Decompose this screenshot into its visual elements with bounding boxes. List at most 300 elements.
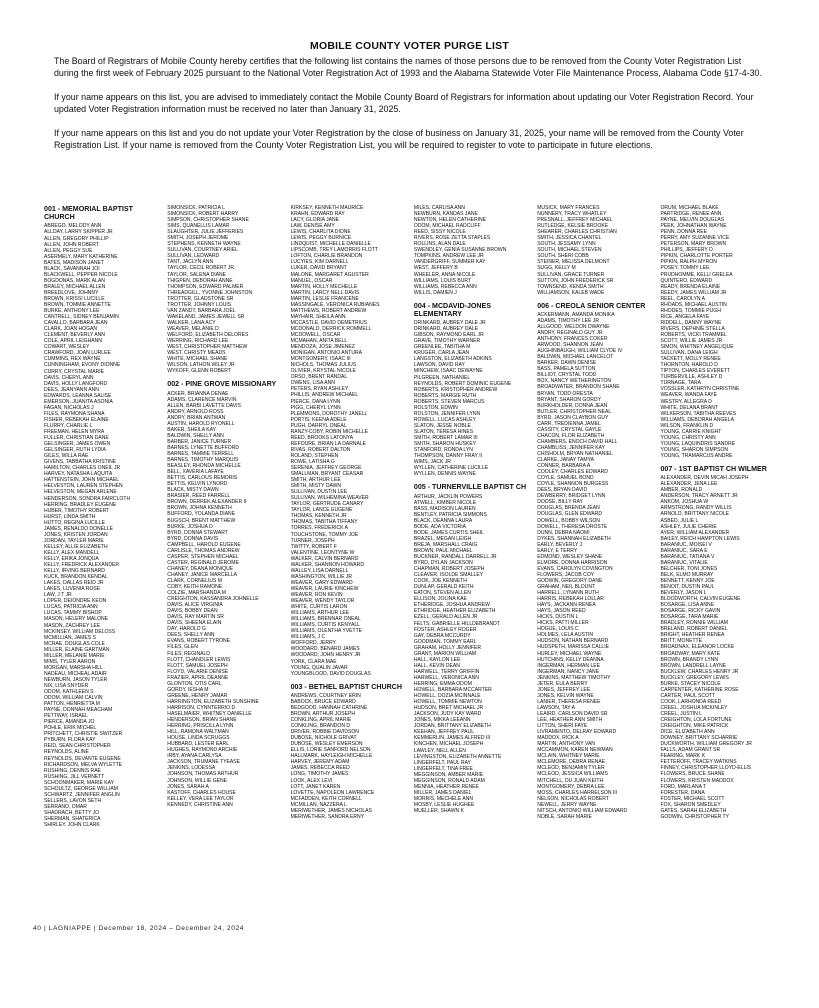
voter-name: GODWIN, CHRISTOPHER TY — [660, 813, 729, 820]
list-column — [44, 205, 167, 913]
voter-name: COOLEY, CHARLES EDWARD — [537, 469, 608, 476]
voter-name: FLOWERS, JACOB COY — [537, 571, 595, 578]
voter-name: SUTTON, JOHN FREDERICK SR — [537, 277, 614, 284]
voter-name: DOWELL, THERESA DROSTE — [537, 523, 608, 530]
voter-name: BLACK, DEANNA LAURA — [413, 517, 473, 524]
voter-name: GRANT, MARION WILLIAM — [413, 650, 477, 657]
voter-name: BARNES, TIMOTHY MARQUIS — [167, 457, 239, 464]
voter-name: GODWIN, GREGORY DANE — [537, 577, 603, 584]
voter-name: WEAVER, LAURIE KINCHEW — [290, 585, 359, 592]
voter-name: ROBERTS, KRISTOPHER ANDREW — [413, 386, 498, 393]
voter-name: SLAUGHTER, JULIE JEFFERIES — [167, 229, 244, 236]
voter-name: MILLER, JAMES DANIEL — [413, 789, 472, 796]
voter-name: WEAVER, GARY EDWARD — [290, 579, 353, 586]
voter-name: ANTHONY, FRANCES COKER — [537, 336, 608, 343]
voter-name: MEGGINSON, RONALD ADAM — [413, 777, 485, 784]
voter-list-columns — [44, 205, 784, 913]
voter-name: SUGG, KELLY M — [537, 265, 576, 272]
voter-name: DEWBERRY, BRIDGET LYNN — [537, 493, 606, 500]
voter-name: TWITTY, ROBERT F — [290, 543, 337, 550]
voter-name: BUFFORD, YOLANDA DIANE — [167, 511, 236, 518]
voter-name: THIGPEN, DEBORAH ANNE — [167, 277, 233, 284]
voter-name: RICHARDSON, MELVA WYLETTE — [44, 761, 123, 768]
voter-name: MCLAIN, WHITNEY MARIE — [537, 753, 600, 760]
voter-name: INGERMAN, HERMAN LEE — [537, 662, 601, 669]
voter-name: BARANIUC, SARA E — [660, 547, 708, 554]
voter-name: VOSSLER, KATHRYN CHRISTINE — [660, 386, 740, 393]
voter-name: GELSINGER, JAMES OWEN — [44, 441, 111, 448]
voter-name: SHEARER, CHARLES CHRISTIAN — [537, 229, 617, 236]
voter-name: STEINER, MELISSA DELMONT — [537, 259, 610, 266]
voter-name: BRASIER, REED FARRELL — [167, 493, 231, 500]
voter-name: LAKES, LUVENIA ROSE — [44, 586, 101, 593]
voter-name: BROWN, LANDRELL LAYNE — [660, 662, 727, 669]
voter-name: WILLIAMSON, KALEB WADE — [537, 289, 605, 296]
voter-name: TOUCHSTONE, TOMMY JOE — [290, 531, 359, 538]
voter-name: HELVESTON, MEGAN ARLENE — [44, 489, 117, 496]
voter-name: MIMS, TYLER AARON — [44, 658, 96, 665]
voter-name: CONNER, BARBARA A — [537, 463, 591, 470]
voter-name: BRYAN, TODD ORESTA — [537, 390, 593, 397]
voter-name: WAKELAND, JAMES JEWELL SR — [167, 313, 245, 320]
voter-name: HALL, KAYLON LEE — [413, 656, 461, 663]
voter-name: HOGUE, LOUIS C — [537, 626, 579, 633]
voter-name: MENDOZA, JOSE JIMENEZ — [290, 344, 355, 351]
voter-name: PHILLIPS, JEFFERY D — [660, 247, 713, 254]
voter-name: DOOSE, BILLY RAY — [537, 499, 583, 506]
voter-name: BROWN, TOMMIE ANNETTE — [44, 302, 111, 309]
voter-name: FETTEROFF, TRACEY WATKINS — [660, 759, 737, 766]
voter-name: LEWIS, CHARLITA DIONE — [290, 229, 351, 236]
voter-name: WOODARD, BENARD JAMES — [290, 646, 360, 653]
voter-name: LAKES, DALLAS REID JR — [44, 580, 104, 587]
voter-name: MCDONALD, DERRICK ROMMELL — [290, 325, 372, 332]
voter-name: HARRIS, REBEKAH LOLLAR — [537, 596, 604, 603]
voter-name: FLOWERS, BRUCE SHANE — [660, 771, 725, 778]
voter-name: PERRY, AMY SUZANNE VICE — [660, 235, 730, 242]
voter-name: DYKES, SHANNAH ELIZABETH — [537, 535, 611, 542]
voter-name: TURNER, JOSEPH — [290, 537, 335, 544]
voter-name: SCHOULTZ, GEORGE WILLIAM — [44, 785, 118, 792]
voter-name: LAWSON, DAVID RAY — [413, 362, 465, 369]
voter-name: OLIVIER, KRYSTAL NICOLE — [290, 368, 356, 375]
voter-name: TAYLOR, SALENA DIANE — [167, 271, 227, 278]
intro-text — [54, 56, 768, 165]
voter-name: FLOYD, VALARIE DENISE — [167, 668, 229, 675]
voter-name: DEES, BRYAN DAVID — [537, 487, 588, 494]
voter-name: HALLMARK, HAYLEIGH MICHELLE — [290, 753, 373, 760]
voter-name: WEST, CHRISTY MEADS — [167, 350, 226, 357]
voter-name: BUCKNER, RANDALL DARRELL JR — [413, 554, 497, 560]
voter-name: BURKE, JOSHUA D — [167, 523, 213, 530]
voter-name: EDWARDS, LEANNA SALISE — [44, 392, 112, 399]
voter-name: OWENS, LISA ANN — [290, 380, 335, 387]
voter-name: BETTIS, KELVIN LYNORD — [167, 481, 228, 488]
voter-name: MASON, ZACHREY LEE — [44, 622, 101, 629]
page-footer: 40 | LAGNIAPPE | December 18, 2024 – December 24, 2024 — [33, 925, 245, 932]
voter-name: HERRING, EMMA ODOM — [413, 680, 472, 687]
voter-name: HUDSON, BRET MICHAEL JR — [413, 705, 484, 712]
voter-name: BURKHOLDER, DONNA JEAN — [537, 402, 608, 409]
intro-paragraph: If your name appears on this list and you do not update your Voter Registration by the close of business on January 31, 2025, your name will be removed from the County Voter Registration List. If your name is removed from the County Voter Registration List, you will be required to register to vote to participate in future elections. — [54, 128, 744, 150]
voter-name: THOMAS, TABITHA TIFFANY — [290, 519, 358, 526]
voter-name: MASON, HELERY MALONE — [44, 616, 109, 623]
voter-name: LUKER, DAVID BRYANT — [290, 265, 347, 272]
voter-name: WASHINGTON, WILLIE JR — [290, 573, 353, 580]
voter-name: DEES, SHELLY ANN — [167, 632, 215, 639]
voter-name: MCRAE, DOUGLAS COLE — [44, 640, 105, 647]
voter-name: JETER, EULA BERRY — [537, 680, 588, 687]
voter-name: WILSON, LATHON WILEY JR — [167, 362, 235, 369]
voter-name: HAYS, JASON REED — [537, 608, 586, 615]
voter-name: BURKE, STACEY NICOLE — [660, 680, 721, 687]
voter-name: FILES, RAYMONA SHANA — [44, 410, 105, 417]
voter-name: SOUTH, SHERI COBB — [537, 253, 589, 260]
voter-name: JONES, MIKKA LEEANN — [413, 717, 471, 724]
voter-name: SMITH, SHARON HUSKEY — [413, 441, 477, 448]
voter-name: ALLEN, GREGORY PHILLIP — [44, 235, 109, 242]
voter-name: LOVETTE, NAPOLEON LAWRENCE — [290, 789, 375, 796]
voter-name: KASTOFF, CHARLES HOUSE — [167, 789, 236, 796]
voter-name: BALDWIN, SHELLY ANN — [167, 432, 224, 439]
voter-name: HENDERSON, BRIAN SHANE — [167, 717, 237, 724]
voter-name: DOUGLAS, GLEN EDWARD — [537, 511, 603, 518]
voter-name: JENKINS, LODESSA — [167, 765, 216, 772]
voter-name: FOSTER, MICHAEL SCOTT — [660, 795, 725, 802]
voter-name: CUNNINGHAM, EVONY DIONNE — [44, 362, 121, 369]
voter-name: WILLIAMS, REBECCA ANN — [413, 283, 477, 290]
voter-name: SHIRLEY, JOHN CLARK — [44, 822, 100, 829]
voter-name: EARLY, BEVERLY J — [537, 541, 583, 548]
voter-name: REID, SEAN CHRISTOPHER — [44, 743, 111, 750]
precinct-heading: 004 - MCDAVID-JONES ELEMENTARY — [413, 301, 492, 318]
voter-name: BUCKLEW, CHARLES HENRY JR — [660, 668, 739, 675]
voter-name: ALLGOOD, WELDON DWAYNE — [537, 324, 610, 330]
voter-name: MILLER, ELAINE GARTMAN — [44, 646, 110, 653]
voter-name: REYNOLDS, DEVANTE EUGENE — [44, 755, 121, 762]
voter-name: FAGAN, NICHOLAS J — [44, 404, 94, 411]
voter-name: MASSINGALE, VERONICA RUBIANES — [290, 301, 380, 308]
voter-name: BROWN, DERREK ALEXANDER II — [167, 499, 247, 506]
voter-name: COBY, KEITH RAMONE — [167, 584, 223, 591]
voter-name: MUELLER, SHAWN K — [413, 807, 464, 814]
page-title: MOBILE COUNTY VOTER PURGE LIST — [310, 40, 509, 52]
voter-name: DRINKARD, AUBREY DALE — [413, 326, 479, 333]
voter-name: SULLIVAN, LEDWARD — [167, 253, 220, 260]
voter-name: WHEELER, ANNA NICOLE — [413, 271, 476, 278]
voter-name: WILLIAMS, OLENTHA YVETTE — [290, 628, 363, 635]
voter-name: GRAHAM, NEIL BLOUNT — [537, 584, 596, 591]
voter-name: ATWELL, KIMBER NICOLE — [413, 499, 477, 506]
voter-name: WYKOFF, GLENN ROBERT — [167, 368, 231, 375]
voter-name: BYRD, DONNA STEWART — [167, 529, 228, 536]
voter-name: WHITE, CURTIS LARON — [290, 604, 348, 611]
voter-name: FLOTT, SAMUEL JOSEPH — [167, 662, 228, 669]
voter-name: BEDGOOD, HANNAH CATHRINE — [290, 704, 368, 711]
voter-name: KELLY, ERIKA JONQUA — [44, 555, 99, 562]
list-column — [167, 205, 290, 913]
voter-name: HICKS, DUSTIN L — [537, 614, 579, 621]
voter-name: KUCK, BRANDON KENDAL — [44, 574, 108, 581]
voter-name: BRYANT, SHARON GORDY — [537, 396, 601, 403]
voter-name: WESTRY, ALLEGRA D — [660, 398, 712, 405]
voter-name: ROLSTON, EDWIN — [413, 404, 458, 411]
voter-name: HELVESTON, LAUREN STEPHEN — [44, 483, 123, 490]
voter-name: WERRING, RICHARD LEE — [167, 338, 229, 345]
voter-name: HUDSPETH, MARISSA CALLIE — [537, 644, 609, 651]
voter-name: WHITE, DELANA BRANT — [660, 404, 718, 411]
voter-name: LIPSCOMB, TREY LAMORRIS FLOTT — [290, 247, 378, 254]
voter-name: FORESTER, DANA — [660, 789, 705, 796]
voter-name: EVANS, CAROLYN COVINGTON — [537, 565, 613, 572]
voter-name: CLARK, CORNELIUS M — [167, 577, 222, 584]
voter-name: ROBERTS, VICKI TRAMMEL — [660, 331, 727, 338]
voter-name: MALONE, MARGARET AGUSTER — [290, 271, 369, 278]
voter-name: KRUGER, CARLA JEAN — [413, 350, 470, 357]
voter-name: BARKER, DAWN DENISE — [537, 360, 597, 367]
voter-name: RHODES, TOMMIE PUGH — [660, 307, 721, 314]
voter-name: MCMILLAN, NAZZERA L — [290, 801, 347, 808]
precinct-heading: 003 - BETHEL BAPTIST CHURCH — [290, 682, 403, 691]
voter-name: IRBY, AYANA CARLYSA — [167, 753, 222, 760]
voter-name: BRIGHT, HEATHER RENEA — [660, 632, 725, 639]
voter-name: DAVIS, SHEENA ELAIN — [167, 620, 222, 627]
voter-name: SMITH, MISTY DAWN — [290, 483, 342, 490]
voter-name: YOUNG, QUALIN JAVAR — [290, 664, 348, 671]
voter-name: BROWN, JOHNA KENNETH — [167, 505, 232, 512]
voter-name: WEAVER, WENDY TAYLOR — [290, 598, 355, 605]
voter-name: HENDERSON, SONDRA FAIRCLOTH — [44, 495, 131, 502]
voter-name: ACKERMANN, AMANDA MONIKA — [537, 311, 615, 318]
voter-name: KELLY, ALEX MANDELL — [44, 549, 100, 556]
voter-name: ASHLEY, JULIE CHERIE — [660, 523, 717, 530]
voter-name: WEAVER, WANDA FAYE — [660, 392, 718, 399]
voter-name: WILKERSON, TABITHA REEVES — [660, 410, 737, 417]
voter-name: BABOCK, BRUCE EDWARD — [290, 698, 356, 705]
voter-name: HUBBARD, LESTER EARL — [167, 741, 229, 748]
voter-name: SLATON, JESSE NOBLE — [413, 422, 471, 429]
voter-name: NEWBURN, JASON TYLER — [44, 676, 108, 683]
voter-name: NICHOLS, THOMAS JULIUS — [290, 362, 357, 369]
voter-name: PRUDHOMME, KELLI GRELEA — [660, 271, 733, 278]
voter-name: LUCYIES, KIM DARNELL — [290, 259, 349, 266]
voter-name: MINCHEW, ISAAC DEWAYNE — [413, 368, 483, 375]
voter-name: SWENDLEY, GENIA SUSANNE BROWN — [413, 247, 507, 254]
voter-name: GAY, DEBRA MCCURDY — [413, 632, 471, 639]
voter-name: GOODMAN, TOMMY EARL — [413, 638, 477, 645]
voter-name: NUNNERY, TRACY WHATLEY — [537, 211, 607, 218]
voter-name: PEEK, JOHNATHAN WAYNE — [660, 223, 727, 230]
voter-name: BODE, ADA VICTORIA — [413, 523, 466, 530]
voter-name: BARNES, TAMMIE TERRELL — [167, 450, 235, 457]
voter-name: SCHOONMAKER, MARIE KAY — [44, 779, 115, 786]
voter-name: DUNN, DEBRA NAOMI — [537, 529, 590, 536]
precinct-heading: 005 - TURNERVILLE BAPTIST CH — [413, 483, 527, 492]
voter-name: CASPER, STEPHEN MICHAEL — [167, 553, 239, 560]
voter-name: ROBERTS, MARGIE RUTH — [413, 392, 477, 399]
voter-name: ORUM, MICHAEL BLAKE — [660, 205, 719, 211]
voter-name: LINDQUIST, MICHELLE DANIELLE — [290, 241, 371, 248]
voter-name: CHACON, FLOR ELIZABETH — [537, 432, 605, 439]
voter-name: MCCAMMON, KAREN NEWMAN — [537, 747, 613, 754]
list-column — [660, 205, 783, 913]
voter-name: MILLER, MELANIE MARIE — [44, 652, 105, 659]
voter-name: PORTIS, KEENA ADELE — [290, 416, 347, 423]
voter-name: HARRISON, CYNNTERRIO D — [167, 704, 236, 711]
voter-name: BRELAND, ROBERT DANIEL — [660, 626, 728, 633]
voter-name: BLOODWORTH, CALVIN EUGENE — [660, 596, 741, 603]
voter-name: GILES, WILLA RAE — [44, 453, 89, 460]
voter-name: JONES, JEFFREY LEE — [537, 686, 591, 693]
voter-name: CREIGHTON, KASSANDRA JOHNELLE — [167, 596, 259, 603]
voter-name: MCMAHAN, ANITA BELL — [290, 338, 348, 345]
voter-name: DUNLAP, GERALD KEITH — [413, 584, 474, 591]
voter-name: NEWELL, JERRY WAYNE — [537, 801, 597, 808]
voter-name: DAY, HAROLD G — [167, 626, 206, 633]
voter-name: CHAMBLISS, JENNIFER KAY — [537, 444, 605, 451]
voter-name: POHLE, ERIK MICHEL — [44, 725, 97, 732]
voter-name: YOUNG, TRAMARCUS ANDRE — [660, 452, 733, 459]
voter-name: WOODARD, JOHN HENRY JR — [290, 652, 361, 659]
voter-name: PIERCE, DANA LYNN — [290, 398, 341, 405]
voter-name: DOWNEY, BRITTANY SCHARRIE — [660, 735, 738, 742]
voter-name: WALKER, SHANNON HOWARD — [290, 561, 364, 568]
voter-name: BYRD, JASON CLAYBON GUY — [537, 414, 609, 421]
voter-name: TACKETT, MOLLY RENEE — [660, 356, 721, 363]
voter-name: CREEL, JUSTIN L — [660, 711, 702, 717]
voter-name: RHOADS, MICHAEL AUSTIN — [660, 301, 727, 308]
voter-name: TANT, JACLYN ANN — [167, 259, 214, 266]
voter-name: EARLY, E TERRY — [537, 547, 578, 554]
voter-name: HOWELL, DOZIA MCINNALE — [413, 693, 481, 700]
voter-name: SIMS, QUANELLIS LAMAR — [167, 223, 230, 230]
voter-name: GELSINGER, RUTH LYDIA — [44, 447, 106, 454]
voter-name: LOOK, ALEX LEVI — [290, 777, 333, 784]
voter-name: DAVIS, BOBBY DEAN — [167, 608, 218, 615]
voter-name: ANKOM, JOSHUA W — [660, 499, 709, 506]
voter-name: HARRINGTON, ELIZABETH SUNSHINE — [167, 698, 259, 705]
voter-name: BODE, JAMES CURTIS SHEIL — [413, 529, 484, 536]
voter-name: BRADLEY, RONNIE WILLIAM — [660, 620, 728, 627]
voter-name: FILES, GLEN — [167, 644, 198, 651]
voter-name: EZELL, GERALD ALLEN JR — [413, 614, 478, 621]
voter-name: CARTER, PAUL SCOTT — [660, 692, 716, 699]
voter-name: RUSHING, JILL VERNETT — [44, 773, 105, 780]
voter-name: FREEMAN, HELEN MYRA — [44, 429, 105, 435]
voter-name: DUCKWORTH, WILLIAM GREGORY JR — [660, 741, 752, 748]
intro-paragraph: If your name appears on this list, you are advised to immediately contact the Mobile County Board of Registrars for information about updating our Voter Registration Record. Your updated Voter Registration information must be received no later than January 31, 2025. — [54, 92, 754, 114]
voter-name: ABREGO, MELODY ANN — [44, 223, 102, 230]
voter-name: SCHWARTZ, JENNIFER ANGLIN — [44, 791, 120, 798]
voter-name: LUCAS, TAMMY BISHOP — [44, 610, 102, 617]
voter-name: WALLEY, LISA DARNELL — [290, 567, 349, 574]
voter-name: ALLEN, PEGGY SUE — [44, 247, 93, 254]
voter-name: LINGERFELT, PAUL RAY — [413, 759, 471, 766]
voter-name: PILGREEN, NATHANIEL — [413, 374, 471, 381]
voter-name: WILLIAMS, ARTHUR LEE — [290, 610, 350, 617]
voter-name: EVANS, ROBERT TYRONE — [167, 638, 231, 645]
voter-name: BELCHER, TONI JONES — [660, 565, 718, 572]
voter-name: MENNIA, HEATHER RENEE — [413, 783, 479, 790]
voter-name: JONES, KRISTEN JORDAN — [44, 531, 108, 538]
voter-name: BLACK, MISTY DAWN — [167, 487, 219, 494]
voter-name: KINCHEN, MICHAEL JOSEPH — [413, 741, 484, 748]
voter-name: BREEDLOVE, JOHNNY — [44, 289, 99, 296]
precinct-heading: 007 - 1ST BAPTIST CH WILMER — [660, 464, 767, 473]
voter-name: SHERMAN, SHATERICA — [44, 816, 101, 822]
voter-name: VALENTINE, LEONTYNE W — [290, 549, 355, 556]
voter-name: REED, SISSY NICOLE — [413, 229, 466, 236]
voter-name: COYLE, SAMUEL BOND — [537, 475, 594, 482]
voter-name: YOUNG, SHARON SIMPSON — [660, 446, 729, 453]
voter-name: JOHNSON, THOMAS ARTHUR — [167, 771, 239, 778]
voter-name: BOSARGE, TARA MARIE — [660, 614, 719, 621]
voter-name: MCDOWELL, OSCAR — [290, 331, 341, 338]
voter-name: MCMILLIAN, JAMES S — [44, 634, 96, 641]
voter-name: BREJA, MARSHALL CRAIG — [413, 541, 478, 548]
voter-name: SMITH, ARTHUR LEE — [290, 477, 341, 484]
voter-name: DOUGLAS, BRENDA JEAN — [537, 505, 600, 512]
voter-name: WILLIAMS, DEBORAH ANGELA — [660, 416, 734, 423]
voter-name: THREADGILL, YVONNE JOHNSTON — [167, 289, 253, 296]
voter-name: SULLIVAN, COURTNEY ARIEL — [167, 247, 238, 254]
voter-name: BUCKLEY, GREGORY LEWIS — [660, 674, 729, 681]
voter-name: WEST, JEFFERY B — [413, 265, 458, 272]
voter-name: HUBER, TIMOTHY ROBERT — [44, 507, 110, 514]
voter-name: QUINTERO, EDWARD — [660, 277, 713, 284]
voter-name: THOMAS, KENNETH JR — [290, 513, 347, 520]
voter-name: BYRD, DONNA DAVIS — [167, 535, 219, 542]
voter-name: CUMMINS, REX WAYNE — [44, 356, 101, 363]
voter-name: MOSS, CHARLES HARRELSON III — [537, 789, 618, 796]
voter-name: YOUNG, CHRISTY ANN — [660, 434, 716, 441]
voter-name: YORK, CLARA MAE — [290, 658, 337, 665]
voter-name: MCLEOD, JESSICA WILLIAMS — [537, 771, 608, 778]
voter-name: LINGERFELT, TINA FREE — [413, 765, 473, 772]
voter-name: RICE, ANGELA FAYE — [660, 313, 710, 320]
voter-name: COOK, LARHONDA REED — [660, 698, 722, 705]
voter-name: PIPKIN, CHARLOTTE PORTER — [660, 253, 733, 260]
voter-name: ETHERIDGE, JOSHUA ANDREW — [413, 602, 490, 609]
voter-name: MERIWETHER, JAMES NICHOLAS — [290, 807, 372, 814]
voter-name: FOX, SHARON SMEDLEY — [660, 801, 721, 808]
voter-name: PETTWAY, ISRAEL — [44, 713, 88, 720]
voter-name: KENNEDY, CHRISTINE ANN — [167, 801, 233, 808]
voter-name: KEMMERLIN, JAMES ALFRED III — [413, 735, 491, 742]
voter-name: HERRING, PRISCILLA LYNN — [167, 723, 234, 730]
voter-name: HARVEY, JEREMY ADAM — [290, 759, 350, 766]
voter-name: PYBURN, FLORA KAY — [44, 737, 96, 744]
voter-name: KRAHN, EDWARD RAY — [290, 211, 345, 218]
voter-name: SELLERS, LAVON SETH — [44, 797, 102, 804]
voter-name: PETERS, RYAN ASHLEY — [290, 386, 349, 393]
voter-name: ANDRY, REGINALD GUY JR — [537, 330, 603, 337]
voter-name: REED, BROOKS LATONYA — [290, 434, 354, 441]
voter-name: TAYLOR, CECIL ROBERT JR — [167, 265, 235, 272]
voter-name: HILL, RAMONA WALTMAN — [167, 729, 229, 736]
voter-name: ELLISON, JOLINA KAE — [413, 596, 467, 603]
voter-name: DRINKARD, AUBREY DALE JR — [413, 320, 486, 327]
voter-name: JOHNSON, WILLIE GENE — [167, 777, 228, 784]
voter-name: FEARING, MARK K — [660, 753, 706, 760]
voter-name: BASS, PAMELA SUTTON — [537, 366, 596, 373]
voter-name: LAWLEY, NELL ALLEN — [413, 747, 466, 754]
voter-name: LANGSTON, ELIZABETH ADKINS — [413, 356, 492, 363]
voter-name: NEWBURN, KANDAS JANE — [413, 211, 478, 218]
voter-name: CONKLING, APRIL MARIE — [290, 717, 352, 724]
voter-name: TORRES, FREDERICK A — [290, 525, 348, 532]
voter-name: JORDAN, TAYLER MARIE — [44, 537, 104, 544]
